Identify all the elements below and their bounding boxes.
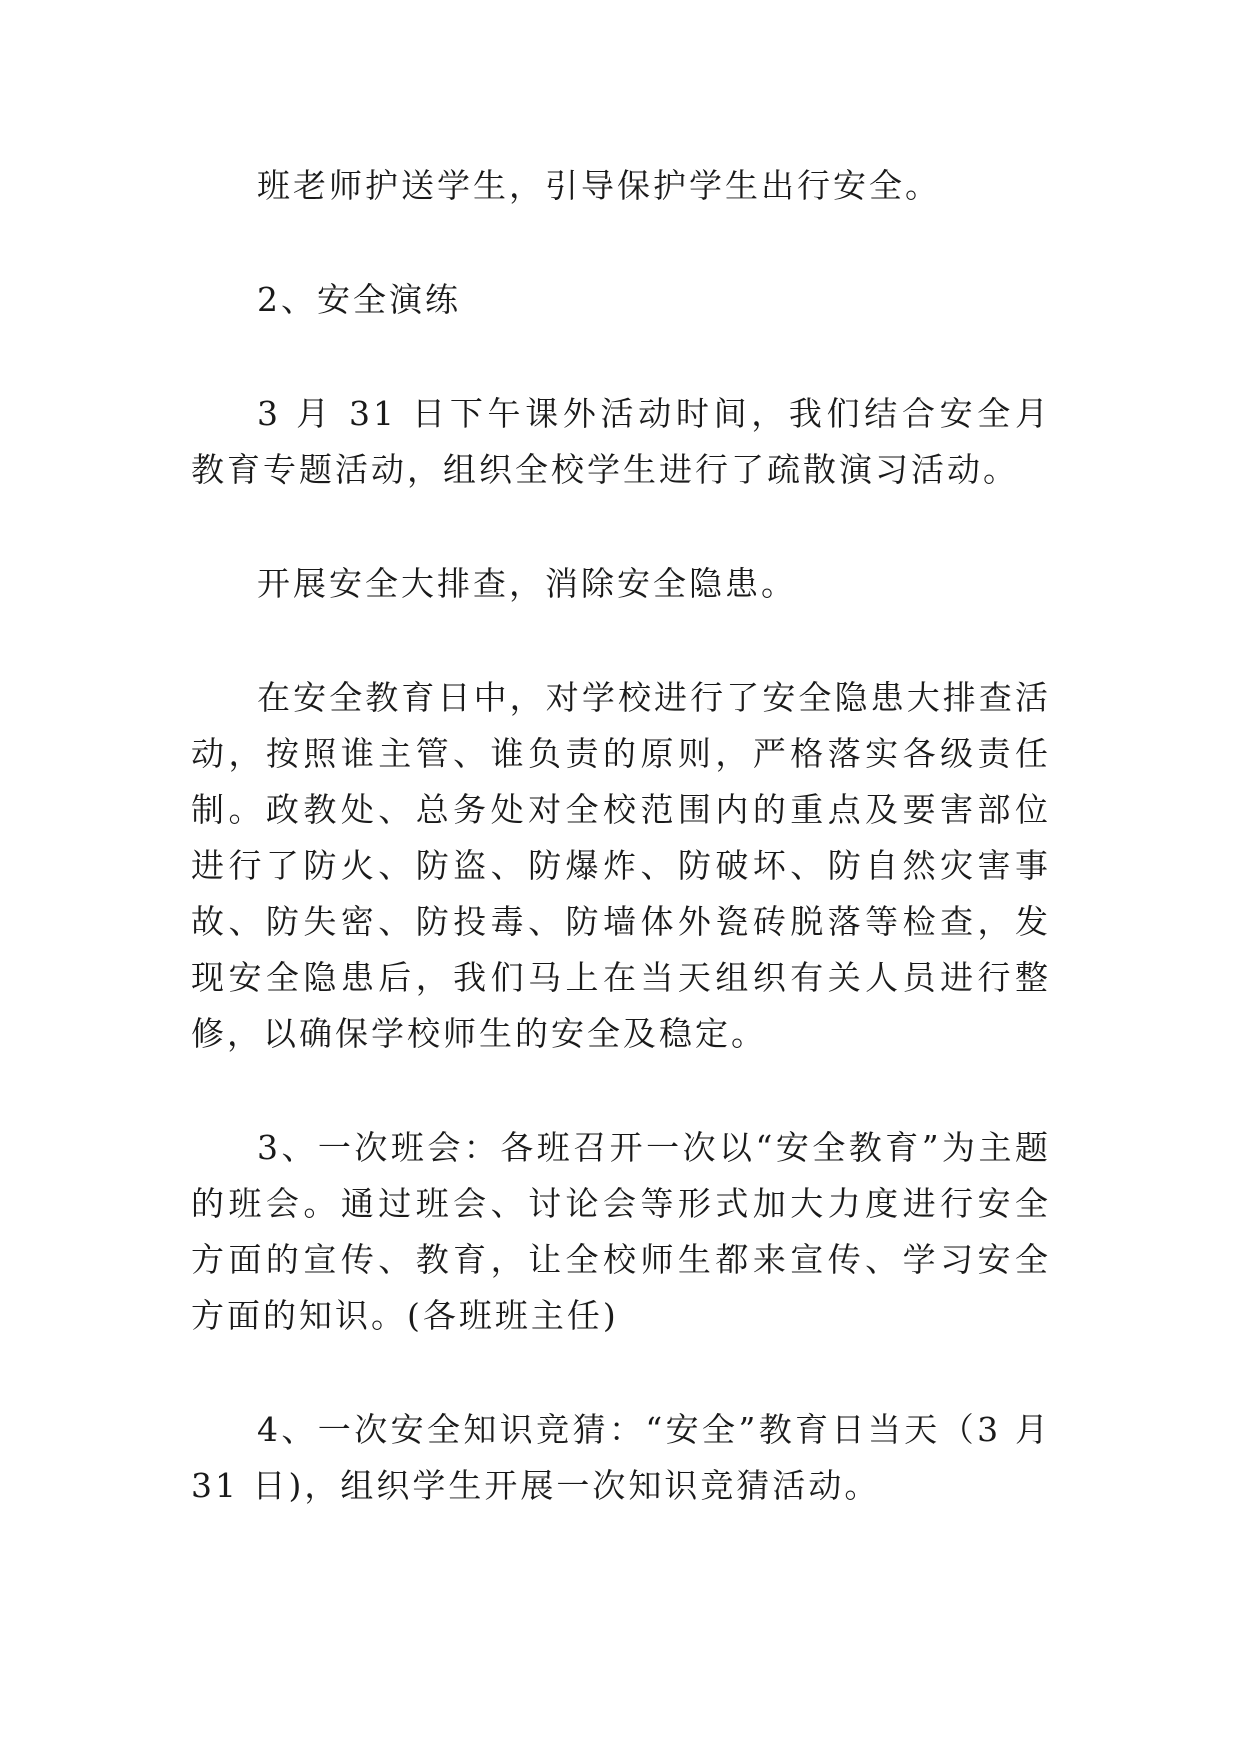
paragraph-class-meeting: 3、一次班会：各班召开一次以“安全教育”为主题的班会。通过班会、讨论会等形式加大力度进行安全方面的宣传、教育，让全校师生都来宣传、学习安全方面的知识。(各班班主任): [191, 1128, 1051, 1335]
paragraph-inspection-details: 在安全教育日中，对学校进行了安全隐患大排查活动，按照谁主管、谁负责的原则，严格落实各级责任制。政教处、总务处对全校范围内的重点及要害部位进行了防火、防盗、防爆炸、防破坏、防自然灾害事故、防失密、防投毒、防墙体外瓷砖脱落等检查，发现安全隐患后，我们马上在当天组织有关人员进行整修，以确保学校师生的安全及稳定。: [191, 678, 1051, 1053]
heading-safety-drill: 2、安全演练: [257, 280, 461, 319]
document-body: [191, 158, 1051, 1514]
paragraph-knowledge-quiz: 4、一次安全知识竞猜：“安全”教育日当天（3 月 31 日)，组织学生开展一次知识竞猜活动。: [191, 1410, 1051, 1505]
paragraph-evacuation-drill: 3 月 31 日下午课外活动时间，我们结合安全月教育专题活动，组织全校学生进行了疏散演习活动。: [191, 394, 1051, 489]
paragraph-escort: 班老师护送学生，引导保护学生出行安全。: [257, 166, 941, 205]
paragraph-inspection-heading: 开展安全大排查，消除安全隐患。: [257, 564, 797, 603]
